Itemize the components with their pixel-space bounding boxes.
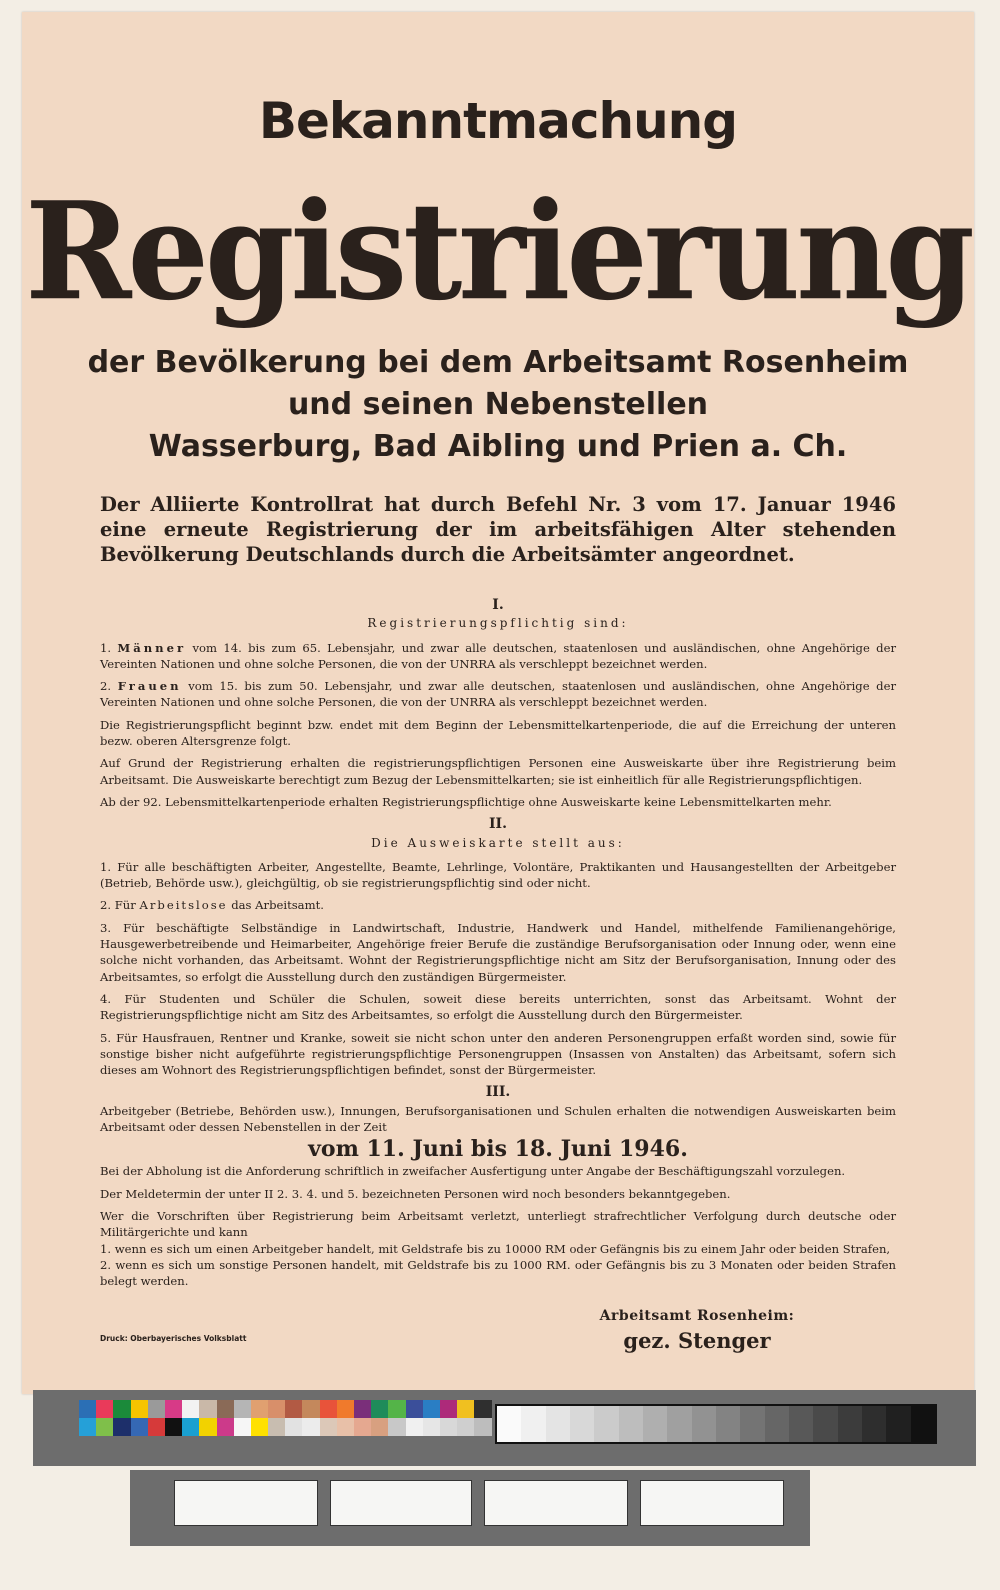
section2-item3: 3. Für beschäftigte Selbständige in Landwirtschaft, Industrie, Handwerk und Handel, mithelfende Familienangehörige, Hausgewerbetreibende und Heimarbeiter, Angehörige freier Berufe die zuständige Berufsorganisation oder Innung oder, wenn eine solche nicht vorhanden, das Arbeitsamt. Wohnt der Registrierungspflichtige nicht am Sitz der Berufsorganisation, Innung oder des Arbeitsamtes, so erfolgt die Ausstellung durch den zuständigen Bürgermeister. — [100, 920, 896, 984]
section2-item4: 4. Für Studenten und Schüler die Schulen, soweit diese bereits unterrichten, sonst das Arbeitsamt. Wohnt der Registrierungspflichtige nicht am Sitz des Arbeitsamtes, so erfolgt die Ausstellung durch den Bürgermeister. — [100, 991, 896, 1023]
subtitle-line3: Wasserburg, Bad Aibling und Prien a. Ch. — [148, 429, 848, 464]
section1-paragraph1: Die Registrierungspflicht beginnt bzw. endet mit dem Beginn der Lebensmittelkartenperiode, die auf die Erreichung der unteren bezw. oberen Altersgrenze folgt. — [100, 717, 896, 749]
section2-item5: 5. Für Hausfrauen, Rentner und Kranke, soweit sie nicht schon unter den anderen Personengruppen erfaßt worden sind, sowie für sonstige bisher nicht aufgeführte registrierungspflichtige Personengruppen (Insassen von Anstalten) das Arbeitsamt, sofern sich dieses am Wohnort des Registrierungspflichtigen befindet, sonst der Bürgermeister. — [100, 1030, 896, 1078]
section2-item2: 2. Für Arbeitslose das Arbeitsamt. — [100, 898, 324, 913]
grayscale-strip — [495, 1404, 937, 1444]
section1-item2: 2. Frauen vom 15. bis zum 50. Lebensjahr, und zwar alle deutschen, staatenlosen und ausländischen, ohne Angehörige der Vereinten Nationen und ohne solche Personen, die von der UNRRA als verschleppt bezeichnet werden. — [100, 679, 896, 710]
signature-office: Arbeitsamt Rosenheim: — [599, 1308, 795, 1324]
section3-number: III. — [485, 1084, 511, 1101]
title-large: Registrierung — [25, 173, 971, 331]
signature-block — [582, 1308, 812, 1353]
section2-title: Die Ausweiskarte stellt aus: — [371, 835, 625, 850]
section2-item1: 1. Für alle beschäftigten Arbeiter, Angestellte, Beamte, Lehrlinge, Volontäre, Praktikanten und Hausangestellten der Arbeitgeber (Betrieb, Behörde usw.), gleichgültig, ob sie registrierungspflichtig sind oder nicht. — [100, 859, 896, 891]
section1-item1: 1. Männer vom 14. bis zum 65. Lebensjahr, und zwar alle deutschen, staatenlosen und ausländischen, ohne Angehörige der Vereinten Nationen und ohne solche Personen, die von der UNRRA als verschleppt bezeichnet werden. — [100, 640, 897, 671]
section1-paragraph2: Auf Grund der Registrierung erhalten die registrierungspflichtigen Personen eine Ausweiskarte über ihre Registrierung beim Arbeitsamt. Die Ausweiskarte berechtigt zum Bezug der Lebensmittelkarten; sie ist einheitlich für alle Registrierungspflichtigen. — [100, 756, 896, 787]
title-small: Bekanntmachung — [258, 92, 738, 150]
section1-title: Registrierungspflichtig sind: — [367, 616, 629, 631]
subtitle — [62, 342, 934, 468]
subtitle-line1: der Bevölkerung bei dem Arbeitsamt Rosenheim — [87, 345, 909, 380]
section3-paragraph1: Arbeitgeber (Betriebe, Behörden usw.), Innungen, Berufsorganisationen und Schulen erhalten die notwendigen Ausweiskarten beim Arbeitsamt oder dessen Nebenstellen in der Zeit — [100, 1103, 896, 1135]
color-calibration-bar — [33, 1390, 976, 1466]
intro-paragraph: Der Alliierte Kontrollrat hat durch Befehl Nr. 3 vom 17. Januar 1946 eine erneute Registrierung der im arbeitsfähigen Alter stehenden Bevölkerung Deutschlands durch die Arbeitsämter angeordnet. — [100, 493, 896, 566]
resolution-target-2 — [330, 1480, 472, 1526]
section1-number: I. — [492, 597, 504, 613]
section3-paragraph4: Wer die Vorschriften über Registrierung beim Arbeitsamt verletzt, unterliegt strafrechtlicher Verfolgung durch deutsche oder Militärgerichte und kann 1. wenn es sich um einen Arbeitgeber handelt, mit Geldstrafe bis zu 10000 RM oder Gefängnis bis zu einem Jahr oder beiden Strafen, 2. wenn es sich um sonstige Personen handelt, mit Geldstrafe bis zu 1000 RM. oder Gefängnis bis zu 3 Monaten oder beiden Strafen belegt werden. — [100, 1208, 896, 1289]
resolution-target-bar — [130, 1470, 810, 1546]
section3-date: vom 11. Juni bis 18. Juni 1946. — [308, 1136, 688, 1163]
subtitle-line2: und seinen Nebenstellen — [287, 387, 709, 422]
section1-paragraph3: Ab der 92. Lebensmittelkartenperiode erhalten Registrierungspflichtige ohne Ausweiskarte keine Lebensmittelkarten mehr. — [100, 794, 832, 809]
resolution-target-1 — [174, 1480, 318, 1526]
section2-number: II. — [489, 816, 507, 833]
section3-paragraph2: Bei der Abholung ist die Anforderung schriftlich in zweifacher Ausfertigung unter Angabe der Beschäftigungszahl vorzulegen. — [100, 1164, 846, 1179]
poster — [22, 12, 974, 1394]
resolution-target-4 — [640, 1480, 784, 1526]
printer-imprint: Druck: Oberbayerisches Volksblatt — [100, 1334, 247, 1343]
color-swatches — [79, 1400, 492, 1436]
body-text — [100, 597, 896, 1295]
section3-paragraph3: Der Meldetermin der unter II 2. 3. 4. und 5. bezeichneten Personen wird noch besonders bekanntgegeben. — [100, 1186, 731, 1201]
resolution-target-3 — [484, 1480, 628, 1526]
signature-name: gez. Stenger — [623, 1328, 771, 1353]
